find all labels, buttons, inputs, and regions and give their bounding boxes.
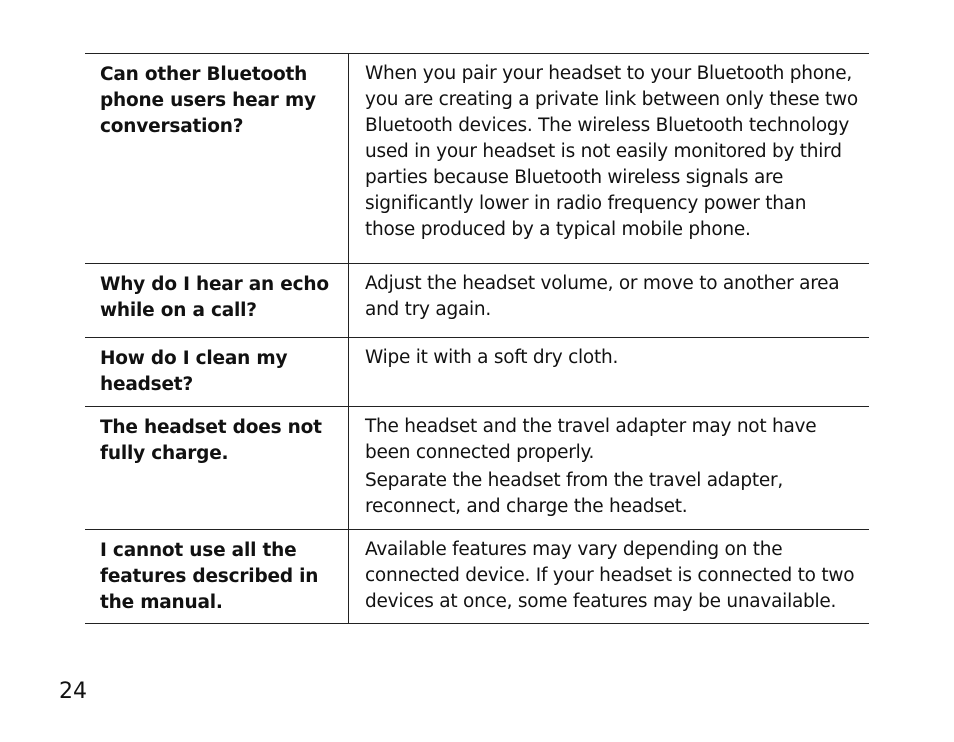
faq-answer-paragraph: The headset and the travel adapter may not have been connected properly.: [365, 416, 817, 463]
faq-row: [85, 338, 869, 407]
faq-answer: [349, 54, 869, 263]
faq-answer: [349, 338, 869, 406]
faq-question: The headset does not fully charge.: [85, 407, 349, 529]
faq-row: [85, 54, 869, 264]
faq-answer: [349, 264, 869, 337]
faq-question: How do I clean my headset?: [85, 338, 349, 406]
faq-row: [85, 407, 869, 530]
faq-answer-paragraph: Separate the headset from the travel adapter, reconnect, and charge the headset.: [365, 470, 783, 517]
faq-answer: [349, 530, 869, 623]
faq-answer-paragraph: When you pair your headset to your Bluetooth phone, you are creating a private link between only these two Bluetooth devices. The wireless Bluetooth technology used in your headset is not easily monitored by third parties because Bluetooth wireless signals are significantly lower in radio frequency power than those produced by a typical mobile phone.: [365, 63, 858, 240]
faq-question: Why do I hear an echo while on a call?: [85, 264, 349, 337]
faq-answer-paragraph: Adjust the headset volume, or move to another area and try again.: [365, 273, 840, 320]
faq-row: [85, 530, 869, 624]
faq-answer: [349, 407, 869, 529]
faq-answer-paragraph: Wipe it with a soft dry cloth.: [365, 347, 619, 368]
faq-table: [85, 53, 869, 624]
page-number: 24: [59, 679, 87, 704]
faq-question: Can other Bluetooth phone users hear my conversation?: [85, 54, 349, 263]
faq-answer-paragraph: Available features may vary depending on the connected device. If your headset is connected to two devices at once, some features may be unavailable.: [365, 539, 855, 612]
faq-question: I cannot use all the features described in the manual.: [85, 530, 349, 623]
faq-row: [85, 264, 869, 338]
